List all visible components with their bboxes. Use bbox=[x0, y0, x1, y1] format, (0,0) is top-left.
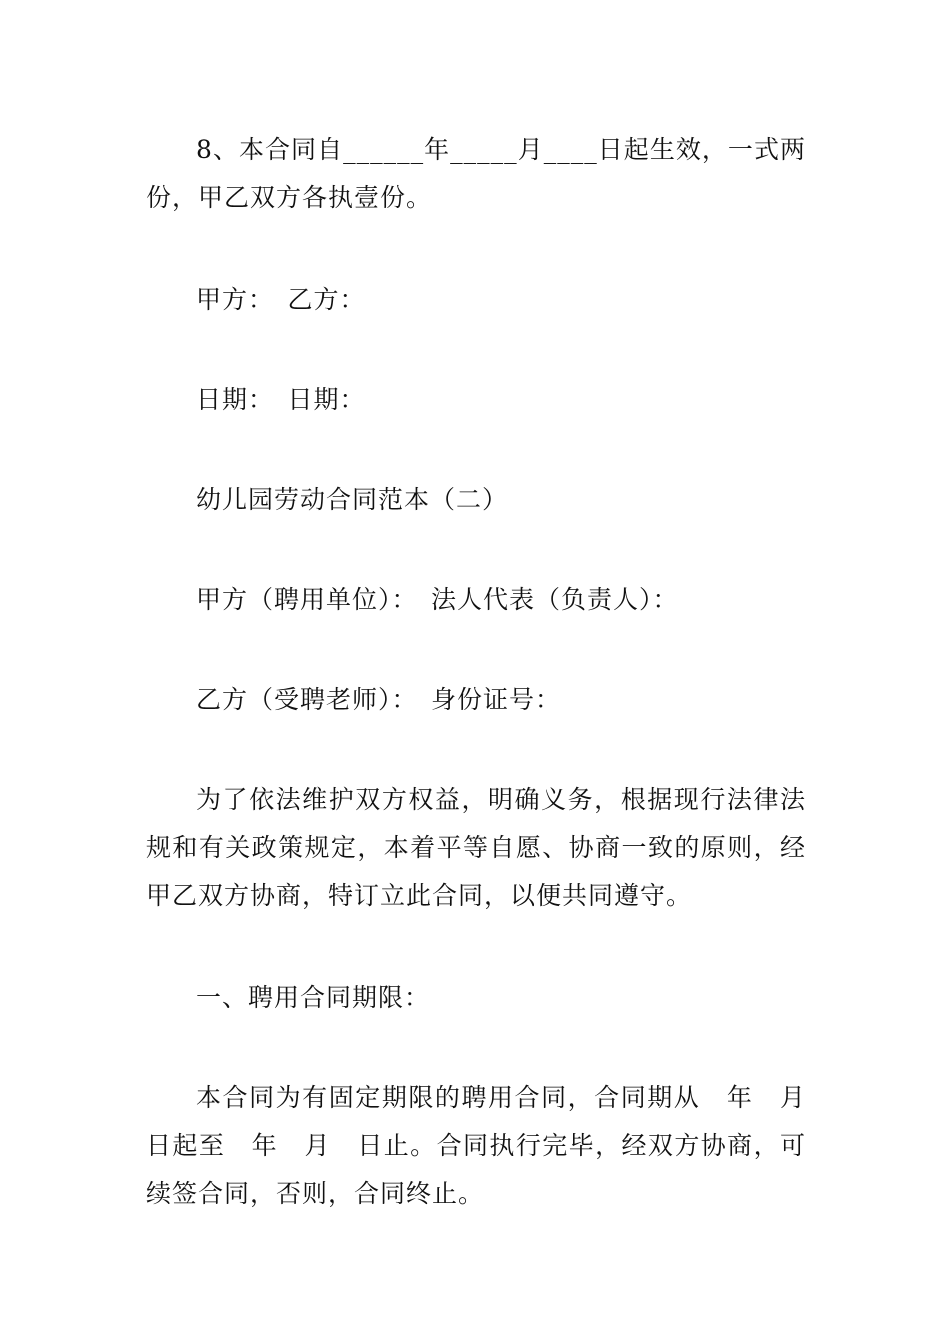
contract-preamble: 为了依法维护双方权益，明确义务，根据现行法律法规和有关政策规定，本着平等自愿、协商一致的原则，经甲乙双方协商，特订立此合同，以便共同遵守。 bbox=[146, 785, 806, 910]
date-signature-line: 日期： 日期： bbox=[196, 385, 366, 414]
party-signature-line: 甲方： 乙方： bbox=[196, 285, 366, 314]
party-b-info-line: 乙方（受聘老师）： 身份证号： bbox=[196, 685, 562, 714]
contract-term-clause: 本合同为有固定期限的聘用合同，合同期从 年 月 日起至 年 月 日止。合同执行完毕，经双方协商，可续签合同，否则，合同终止。 bbox=[146, 1083, 833, 1208]
document-body bbox=[146, 126, 833, 1218]
contract-term-heading: 一、聘用合同期限： bbox=[196, 983, 431, 1012]
effective-date-clause: 8、本合同自______年_____月____日起生效，一式两份，甲乙双方各执壹份。 bbox=[146, 135, 806, 212]
section-title: 幼儿园劳动合同范本（二） bbox=[196, 485, 509, 514]
party-a-info-line: 甲方（聘用单位）： 法人代表（负责人）： bbox=[196, 585, 679, 614]
